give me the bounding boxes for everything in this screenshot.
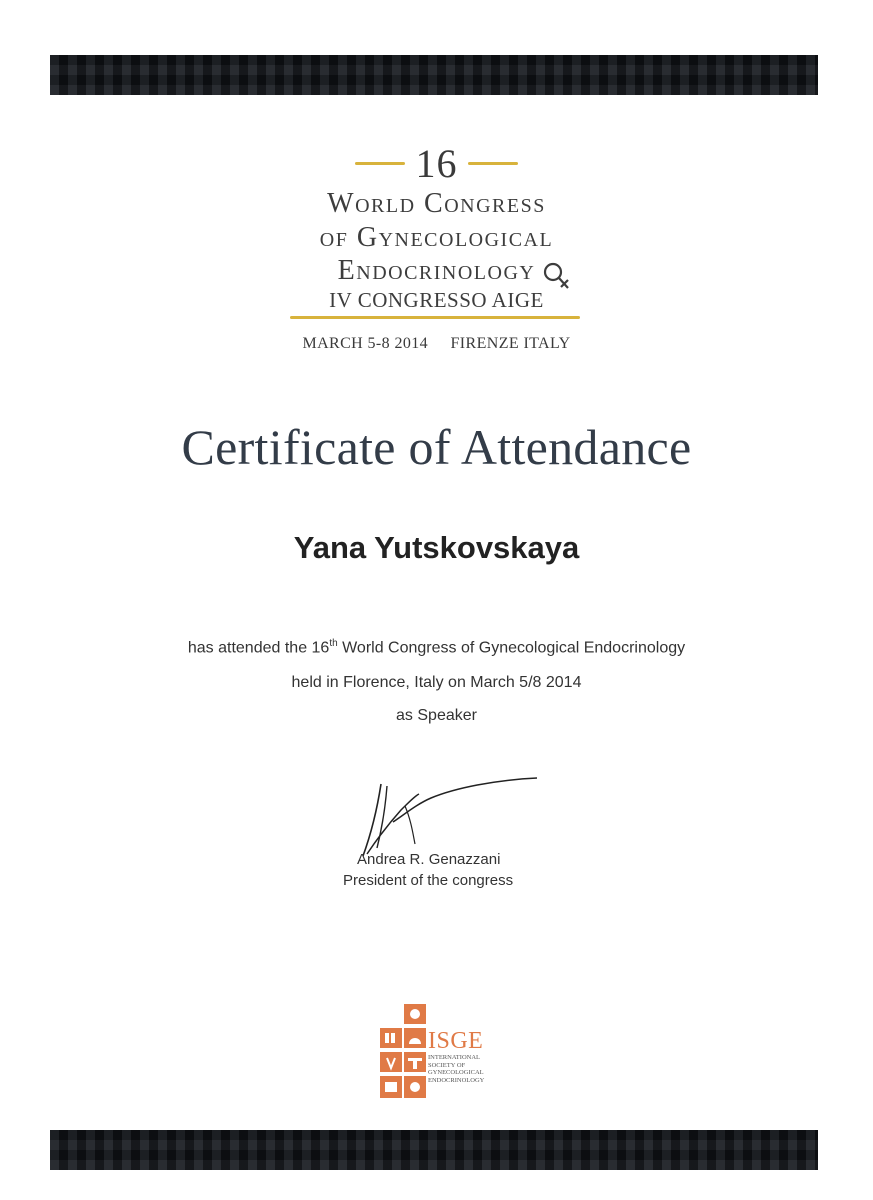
- gold-line-left: [355, 162, 405, 165]
- logo-line-congresso-aige: IV CONGRESSO AIGE: [329, 288, 544, 312]
- logo-line-world-congress: World Congress: [327, 188, 546, 219]
- attendance-line-1-suffix: World Congress of Gynecological Endocrinology: [337, 639, 686, 657]
- attendance-line-2: held in Florence, Italy on March 5/8 2014: [291, 674, 582, 691]
- congress-place: FIRENZE ITALY: [450, 335, 571, 352]
- signatory-name: Andrea R. Genazzani: [357, 851, 501, 868]
- attendance-line-1-prefix: has attended the 16: [187, 639, 330, 657]
- logo-line-gynecological: of Gynecological: [319, 222, 554, 253]
- recipient-name: Yana Yutskovskaya: [293, 530, 580, 565]
- isge-full-name-line: INTERNATIONAL: [428, 1054, 480, 1061]
- congress-date: MARCH 5-8 2014: [302, 335, 429, 352]
- congress-number: 16: [415, 141, 458, 186]
- congress-dates: [0, 335, 873, 353]
- attendance-role: as Speaker: [396, 707, 477, 724]
- isge-full-name-line: SOCIETY OF: [428, 1061, 466, 1069]
- logo-line-endocrinology: Endocrinology: [337, 255, 536, 286]
- top-decorative-band: [50, 55, 818, 95]
- gold-line-right: [468, 162, 518, 165]
- bottom-decorative-band: [50, 1130, 818, 1170]
- isge-full-name-line: GYNECOLOGICAL: [428, 1069, 484, 1076]
- isge-acronym: ISGE: [428, 1028, 484, 1054]
- attendance-line-1: [0, 638, 873, 657]
- congress-logo: [0, 140, 873, 360]
- ordinal-suffix: th: [329, 638, 338, 649]
- isge-full-name-line: ENDOCRINOLOGY: [428, 1076, 485, 1084]
- signatory-role: President of the congress: [343, 872, 514, 889]
- gold-underline: [290, 316, 580, 319]
- isge-full-name: [428, 1054, 508, 1084]
- certificate-title: Certificate of Attendance: [181, 419, 692, 475]
